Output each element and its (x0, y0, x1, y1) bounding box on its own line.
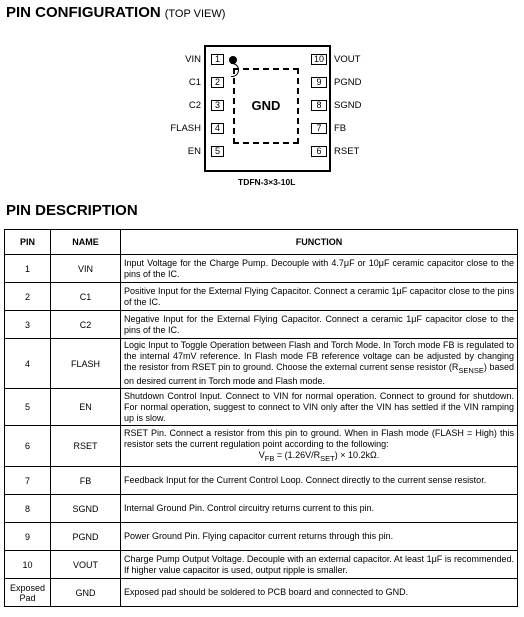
eq-end: ) × 10.2kΩ. (334, 450, 380, 461)
cell-function: Negative Input for the External Flying Capacitor. Connect a ceramic 1μF capacitor close to the pins of the IC. (121, 311, 518, 339)
table-row (5, 339, 518, 389)
package-diagram (0, 0, 524, 200)
cell-pin: 9 (5, 523, 51, 551)
table-row (5, 467, 518, 495)
header-function: FUNCTION (121, 230, 518, 255)
table-row (5, 579, 518, 607)
cell-function: Shutdown Control Input. Connect to VIN for normal operation. Connect to ground for shutdown. For normal operation, suggest to connect to VIN only after the VIN has settled if the VIN ramping up is slow. (121, 389, 518, 426)
pin-label-vout: VOUT (334, 54, 361, 65)
table-row (5, 426, 518, 467)
function-text: RSET Pin. Connect a resistor from this pin to ground. When in Flash mode (FLASH = High) this resistor sets the current regulation point according to the following: (124, 428, 514, 450)
cell-name: C1 (51, 283, 121, 311)
cell-pin: 8 (5, 495, 51, 523)
pin-description-title: PIN DESCRIPTION (6, 202, 138, 219)
cell-pin: 4 (5, 339, 51, 389)
cell-function: Input Voltage for the Charge Pump. Decouple with 4.7μF or 10μF ceramic capacitor close to the pins of the IC. (121, 255, 518, 283)
cell-pin: 7 (5, 467, 51, 495)
pin-number-1: 1 (211, 54, 224, 65)
rset-equation (124, 450, 514, 464)
table-row (5, 495, 518, 523)
cell-pin: 2 (5, 283, 51, 311)
pin-label-rset: RSET (334, 146, 360, 157)
cell-function: Positive Input for the External Flying Capacitor. Connect a ceramic 1μF capacitor close to the pins of the IC. (121, 283, 518, 311)
pin-description-table (4, 229, 518, 607)
cell-name: PGND (51, 523, 121, 551)
pin-label-en: EN (187, 146, 201, 157)
cell-pin: 1 (5, 255, 51, 283)
pin-number-6: 6 (311, 146, 327, 157)
table-row (5, 551, 518, 579)
cell-function: Feedback Input for the Current Control Loop. Connect directly to the current sense resistor. (121, 467, 518, 495)
eq-vfb-sub: FB (264, 453, 275, 463)
top-view-label: (TOP VIEW) (164, 8, 226, 20)
cell-name: FLASH (51, 339, 121, 389)
cell-name: GND (51, 579, 121, 607)
header-name: NAME (51, 230, 121, 255)
pin-label-sgnd: SGND (334, 100, 362, 111)
cell-pin: 6 (5, 426, 51, 467)
pin-number-8: 8 (311, 100, 327, 111)
cell-name: SGND (51, 495, 121, 523)
pin-configuration-title: PIN CONFIGURATION (6, 4, 161, 21)
cell-name: RSET (51, 426, 121, 467)
table-row (5, 255, 518, 283)
table-row (5, 311, 518, 339)
pin-number-7: 7 (311, 123, 327, 134)
table-header-row (5, 230, 518, 255)
pin-label-vin: VIN (185, 54, 201, 65)
cell-function (121, 339, 518, 389)
cell-name: C2 (51, 311, 121, 339)
pin-label-c1: C1 (188, 77, 201, 88)
cell-pin: Exposed Pad (5, 579, 51, 607)
table-row (5, 389, 518, 426)
pin-label-fb: FB (334, 123, 347, 134)
cell-name: VIN (51, 255, 121, 283)
cell-name: VOUT (51, 551, 121, 579)
table-row (5, 283, 518, 311)
pin-number-10: 10 (311, 54, 327, 65)
cell-pin: 5 (5, 389, 51, 426)
pin-number-9: 9 (311, 77, 327, 88)
header-pin: PIN (5, 230, 51, 255)
pin-label-flash: FLASH (170, 123, 201, 134)
cell-name: EN (51, 389, 121, 426)
cell-function: Power Ground Pin. Flying capacitor current returns through this pin. (121, 523, 518, 551)
cell-pin: 3 (5, 311, 51, 339)
table-row (5, 523, 518, 551)
exposed-pad (233, 68, 299, 144)
cell-function (121, 426, 518, 467)
cell-function: Exposed pad should be soldered to PCB board and connected to GND. (121, 579, 518, 607)
cell-function: Charge Pump Output Voltage. Decouple with an external capacitor. At least 1μF is recommended. If higher value capacitor is used, output ripple is smaller. (121, 551, 518, 579)
pin-label-pgnd: PGND (334, 77, 362, 88)
pin-number-4: 4 (211, 123, 224, 134)
rsense-subscript: SENSE (458, 365, 484, 375)
cell-pin: 10 (5, 551, 51, 579)
eq-rset-sub: SET (320, 453, 335, 463)
package-caption: TDFN-3×3-10L (238, 177, 296, 187)
exposed-pad-label: GND (251, 98, 281, 113)
cell-name: FB (51, 467, 121, 495)
pin-label-c2: C2 (188, 100, 201, 111)
function-text: Logic Input to Toggle Operation between Flash and Torch Mode. In Torch mode FB is regulated to the internal 47mV reference. In Flash mode FB reference voltage can be adjusted by changing the resistor from RSET pin to ground. Choose the external current sense resistor (R (124, 340, 514, 373)
pin-number-2: 2 (211, 77, 224, 88)
eq-mid: = (1.26V/R (274, 450, 321, 461)
function-text-tail: ) based on desired current in Torch mode and Flash mode. (124, 362, 514, 386)
cell-function: Internal Ground Pin. Control circuitry returns current to this pin. (121, 495, 518, 523)
pin-number-3: 3 (211, 100, 224, 111)
pin-number-5: 5 (211, 146, 224, 157)
eq-vfb: V (258, 450, 265, 461)
